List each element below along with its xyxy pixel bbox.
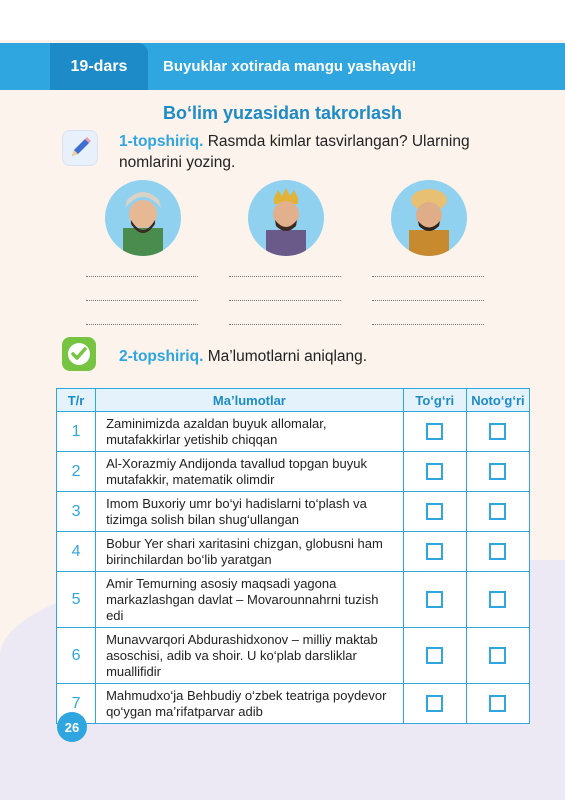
answer-line[interactable] [86, 324, 198, 325]
task2-text: Ma’lumotlarni aniqlang. [207, 348, 368, 365]
answer-line[interactable] [86, 276, 198, 277]
portrait-3 [391, 180, 467, 256]
col-header-false: Noto‘g‘ri [466, 389, 529, 412]
row-statement: Imom Buxoriy umr bo‘yi hadislarni to‘plash va tizimga solish bilan shug‘ullangan [96, 492, 404, 532]
row-number: 4 [57, 532, 96, 572]
check-icon [62, 337, 96, 371]
false-checkbox[interactable] [489, 463, 506, 480]
true-checkbox[interactable] [426, 463, 443, 480]
col-header-info: Ma’lumotlar [96, 389, 404, 412]
row-statement: Amir Temurning asosiy maqsadi yagona markazlashgan davlat – Movarounnahrni tuzish edi [96, 572, 404, 628]
answer-line[interactable] [229, 300, 341, 301]
table-row [57, 572, 530, 628]
row-number: 2 [57, 452, 96, 492]
lesson-number-tab: 19-dars [50, 43, 148, 90]
task1-text: Rasmda kimlar tasvirlangan? Ularning nomlarini yozing. [119, 133, 470, 171]
true-checkbox[interactable] [426, 543, 443, 560]
answer-line[interactable] [229, 276, 341, 277]
row-statement: Al-Xorazmiy Andijonda tavallud topgan buyuk mutafakkir, matematik olimdir [96, 452, 404, 492]
true-checkbox[interactable] [426, 423, 443, 440]
row-number: 1 [57, 412, 96, 452]
table-row [57, 684, 530, 724]
answer-line[interactable] [372, 300, 484, 301]
task1-instructions [119, 131, 519, 173]
row-statement: Mahmudxo‘ja Behbudiy o‘zbek teatriga poydevor qo‘ygan ma’rifatparvar adib [96, 684, 404, 724]
row-statement: Munavvarqori Abdurashidxonov – milliy maktab asoschisi, adib va shoir. U ko‘plab darsliklar muallifidir [96, 628, 404, 684]
true-checkbox[interactable] [426, 695, 443, 712]
false-checkbox[interactable] [489, 647, 506, 664]
answer-line[interactable] [86, 300, 198, 301]
false-checkbox[interactable] [489, 423, 506, 440]
table-row [57, 412, 530, 452]
facts-table [56, 388, 530, 724]
row-statement: Zaminimizda azaldan buyuk allomalar, mutafakkirlar yetishib chiqqan [96, 412, 404, 452]
pencil-icon [62, 130, 98, 166]
task1-label: 1-topshiriq. [119, 133, 204, 150]
row-number: 6 [57, 628, 96, 684]
task2-label: 2-topshiriq. [119, 348, 204, 365]
col-header-true: To‘g‘ri [403, 389, 466, 412]
table-row [57, 492, 530, 532]
page-number: 26 [57, 712, 87, 742]
answer-line[interactable] [229, 324, 341, 325]
portrait-2 [248, 180, 324, 256]
table-row [57, 628, 530, 684]
row-number: 3 [57, 492, 96, 532]
true-checkbox[interactable] [426, 591, 443, 608]
task2-instructions [119, 346, 519, 367]
table-header-row [57, 389, 530, 412]
row-number: 5 [57, 572, 96, 628]
portrait-1 [105, 180, 181, 256]
false-checkbox[interactable] [489, 543, 506, 560]
row-statement: Bobur Yer shari xaritasini chizgan, globusni ham birinchilardan bo‘lib yaratgan [96, 532, 404, 572]
true-checkbox[interactable] [426, 647, 443, 664]
section-title: Bo‘lim yuzasidan takrorlash [162, 103, 403, 123]
answer-line[interactable] [372, 324, 484, 325]
false-checkbox[interactable] [489, 695, 506, 712]
table-row [57, 452, 530, 492]
answer-line[interactable] [372, 276, 484, 277]
table-row [57, 532, 530, 572]
lesson-title: Buyuklar xotirada mangu yashaydi! [163, 58, 417, 75]
true-checkbox[interactable] [426, 503, 443, 520]
false-checkbox[interactable] [489, 503, 506, 520]
col-header-number: T/r [57, 389, 96, 412]
false-checkbox[interactable] [489, 591, 506, 608]
row-number: 7 [57, 684, 96, 724]
